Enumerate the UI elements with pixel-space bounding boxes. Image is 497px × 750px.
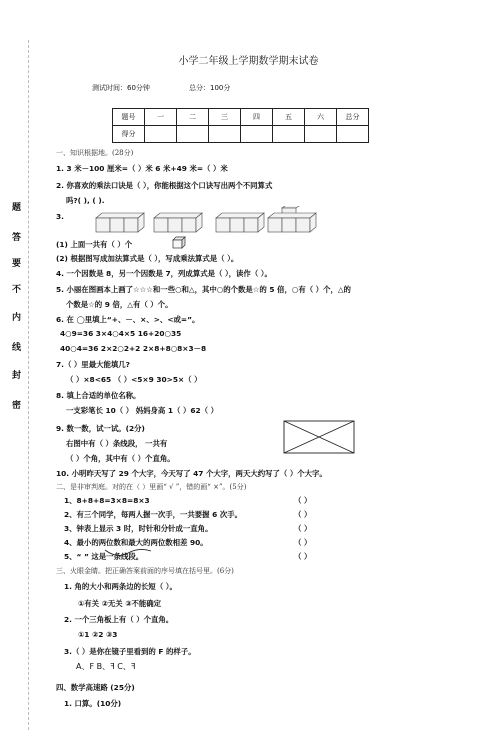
question-9-line-2: （ ）个角，其中有（ ）个直角。 (66, 454, 175, 463)
question-1: 1. 3 米－100 厘米=（ ）米 6 米+49 米=（ ）米 (56, 164, 228, 173)
choice-options-2: ①1 ②2 ③3 (78, 630, 118, 639)
mental-math-title: 1. 口算。(10分) (64, 699, 122, 708)
judge-blank[interactable]: （ ） (294, 496, 312, 505)
judge-item: 4、最小的两位数和最大的两位数相差 90。 (64, 538, 208, 547)
rectangle-diagonals-figure (283, 420, 355, 454)
score-table (112, 108, 369, 143)
judge-item: 2、有三个同学，每两人握一次手，一共要握 6 次手。 (64, 510, 243, 519)
total-score: 总分：100分 (189, 84, 231, 92)
score-header-cell: 题号 (113, 109, 145, 126)
score-table-score-row (113, 126, 369, 143)
cube-group-1 (96, 213, 144, 232)
binding-dashed-line (28, 40, 29, 730)
question-4: 4. 一个因数是 8，另一个因数是 7，列成算式是（ ），读作（ ）。 (56, 269, 272, 278)
page-title: 小学二年级上学期数学期末试卷 (178, 56, 319, 67)
side-char: 不 (12, 285, 22, 295)
side-char: 内 (12, 313, 22, 323)
side-char: 封 (12, 371, 22, 381)
question-8: 8. 填上合适的单位名称。 (56, 391, 141, 400)
judge-item: 1、8+8+8=3×8=8×3 (64, 496, 150, 505)
question-2-line-1: 2. 你喜欢的乘法口诀是（ ），你能根据这个口诀写出两个不同算式 (56, 181, 273, 190)
exam-time: 测试时间：60分钟 (92, 84, 150, 92)
score-blank-cell[interactable] (273, 126, 305, 143)
judge-item: 5、“ ” 这是一条线段。 (64, 552, 144, 561)
choice-question-3: 3.（ ）是你在镜子里看到的 F 的样子。 (64, 647, 196, 656)
side-char: 密 (12, 401, 22, 411)
score-blank-cell[interactable] (305, 126, 337, 143)
score-blank-cell[interactable] (209, 126, 241, 143)
section-heading-2: 二、是非审判庭。对的在（ ）里画“ √ ”，错的画“ ×”。(5分) (56, 483, 247, 491)
question-3-part-2: (2) 根据图写成加法算式是（ ），写成乘法算式是（ ）。 (56, 254, 239, 263)
question-3-number: 3. (56, 212, 64, 221)
question-5-line-1: 5. 小丽在图画本上画了☆☆☆和一些○和△，其中○的个数是☆的 5 倍，○有（ ）个，△的 (56, 285, 351, 294)
side-char: 线 (12, 343, 22, 353)
question-3-part-1: (1) 上面一共有（ ）个 (56, 240, 133, 249)
single-cube-icon (172, 236, 186, 249)
question-6-row-2: 40○4=36 2×2○2+2 2×8+8○8×3－8 (60, 344, 207, 353)
curved-line-figure (103, 547, 153, 559)
question-8-row: 一支彩笔长 10（ ） 妈妈身高 1（ ）62（ ） (66, 406, 219, 415)
question-10: 10. 小明昨天写了 29 个大字，今天写了 47 个大字，两天大约写了（ ）个大字。 (56, 469, 327, 478)
score-row-label: 得分 (113, 126, 145, 143)
question-9: 9. 数一数，试一试。(2分) (56, 424, 145, 433)
question-6: 6. 在 ◯里填上“+、－、×、>、<或=”。 (56, 315, 200, 324)
choice-question-1: 1. 角的大小和两条边的长短（ ）。 (64, 582, 177, 591)
choice-question-2: 2. 一个三角板上有（ ）个直角。 (64, 615, 174, 624)
judge-item: 3、钟表上显示 3 时，时针和分针成一直角。 (64, 524, 213, 533)
judge-blank[interactable]: （ ） (294, 552, 312, 561)
score-table-header-row (113, 109, 369, 126)
score-header-cell: 六 (305, 109, 337, 126)
score-blank-cell[interactable] (241, 126, 273, 143)
score-header-cell: 五 (273, 109, 305, 126)
cube-groups-figure (92, 206, 322, 236)
score-header-cell: 二 (177, 109, 209, 126)
question-5-line-2: 个数是☆的 9 倍，△有（ ）个。 (66, 300, 173, 309)
question-2-line-2: 吗?( ), ( ). (66, 196, 105, 205)
score-blank-cell[interactable] (337, 126, 369, 143)
question-7: 7.（ ）里最大能填几? (56, 360, 130, 369)
section-heading-3: 三、火眼金睛。把正确答案前面的序号填在括号里。(6分) (56, 567, 234, 575)
cube-group-3 (216, 213, 264, 232)
judge-blank[interactable]: （ ） (294, 538, 312, 547)
score-header-cell: 三 (209, 109, 241, 126)
side-char: 答 (12, 233, 22, 243)
choice-options-3: A、F B、ꟻ C、ꟻ (76, 662, 136, 671)
choice-options-1: ①有关 ②无关 ③不能确定 (78, 599, 162, 608)
cube-group-2 (154, 213, 202, 232)
score-blank-cell[interactable] (177, 126, 209, 143)
section-heading-4: 四、数学高速路 (25分) (56, 683, 135, 692)
section-heading-1: 一、知识根据地。(28分) (56, 149, 134, 157)
score-header-cell: 总分 (337, 109, 369, 126)
question-9-line-1: 右图中有（ ）条线段， 一共有 (66, 439, 168, 448)
score-header-cell: 一 (145, 109, 177, 126)
side-char: 要 (12, 259, 22, 269)
question-7-row: （ ）×8<65 （ ）<5×9 30>5×（ ） (66, 375, 202, 384)
side-char: 题 (12, 203, 22, 213)
judge-blank[interactable]: （ ） (294, 510, 312, 519)
cube-group-4 (268, 206, 316, 232)
question-6-row-1: 4○9=36 3×4○4×5 16+20○35 (60, 329, 182, 338)
score-header-cell: 四 (241, 109, 273, 126)
judge-blank[interactable]: （ ） (294, 524, 312, 533)
score-blank-cell[interactable] (145, 126, 177, 143)
